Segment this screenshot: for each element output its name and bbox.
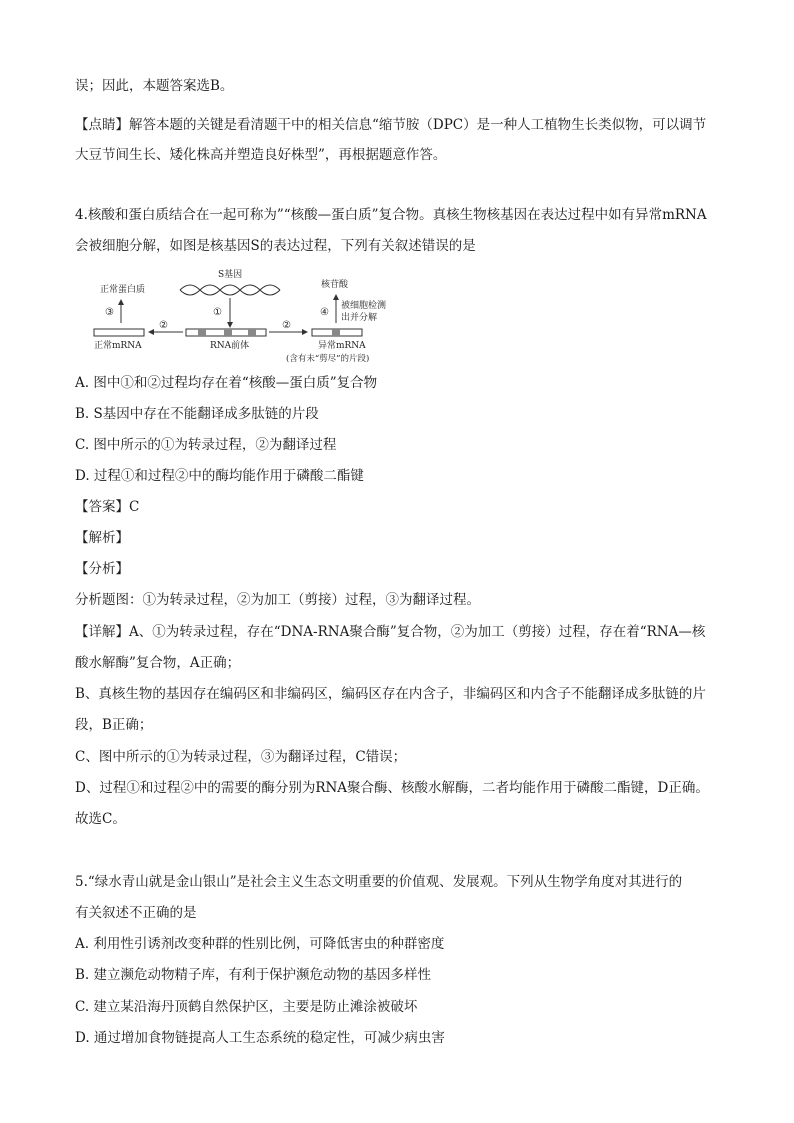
answer: 【答案】C bbox=[75, 499, 140, 515]
abnormal-mrna-label: 异常mRNA bbox=[318, 341, 366, 351]
question-5-stem: 有关叙述不正确的是 bbox=[75, 905, 197, 921]
step-1-label: ① bbox=[213, 307, 222, 318]
gene-expression-figure bbox=[88, 268, 418, 368]
detail-text: B、真核生物的基因存在编码区和非编码区，编码区存在内含子，非编码区和内含子不能翻译成多肽链的片 bbox=[75, 686, 706, 702]
abnormal-mrna-bar bbox=[312, 329, 362, 336]
option-b: B. S基因中存在不能翻译成多肽链的片段 bbox=[75, 406, 319, 422]
step-3-label: ③ bbox=[105, 307, 114, 318]
detail-text: 段，B正确； bbox=[75, 717, 153, 733]
detect-label-line1: 被细胞检测 bbox=[341, 301, 387, 311]
nucleotide-label: 核苷酸 bbox=[321, 280, 349, 290]
analysis-text: 分析题图：①为转录过程，②为加工（剪接）过程，③为翻译过程。 bbox=[75, 592, 480, 608]
gene-label: S基因 bbox=[218, 270, 243, 280]
option-b: B. 建立濒危动物精子库，有利于保护濒危动物的基因多样性 bbox=[75, 967, 432, 983]
text-line: 大豆节间生长、矮化株高并塑造良好株型”，再根据题意作答。 bbox=[75, 147, 447, 163]
dna-helix bbox=[180, 285, 280, 295]
conclusion: 故选C。 bbox=[75, 811, 126, 827]
detect-label-line2: 出并分解 bbox=[341, 313, 378, 323]
step-2-right-label: ② bbox=[282, 320, 291, 331]
option-a: A. 利用性引诱剂改变种群的性别比例，可降低害虫的种群密度 bbox=[75, 936, 445, 952]
detail-text: 酸水解酶”复合物，A正确； bbox=[75, 655, 241, 671]
rna-precursor-bar bbox=[186, 329, 266, 336]
option-d: D. 过程①和过程②中的酶均能作用于磷酸二酯键 bbox=[75, 468, 364, 484]
question-5-stem: 5.“绿水青山就是金山银山”是社会主义生态文明重要的价值观、发展观。下列从生物学角度对其进行的 bbox=[75, 874, 683, 890]
question-4-stem: 会被细胞分解，如图是核基因S的表达过程，下列有关叙述错误的是 bbox=[75, 238, 476, 254]
analysis-subheading: 【分析】 bbox=[75, 561, 129, 577]
option-c: C. 建立某沿海丹顶鹤自然保护区，主要是防止滩涂被破坏 bbox=[75, 999, 418, 1015]
analysis-heading: 【解析】 bbox=[75, 530, 129, 546]
step-4-label: ④ bbox=[320, 307, 329, 318]
text-line: 【点睛】解答本题的关键是看清题干中的相关信息“缩节胺（DPC）是一种人工植物生长类似物，可以调节 bbox=[75, 117, 707, 133]
detail-text: C、图中所示的①为转录过程，③为翻译过程，C错误； bbox=[75, 749, 407, 765]
text-line: 误；因此，本题答案选B。 bbox=[75, 78, 234, 94]
option-d: D. 通过增加食物链提高人工生态系统的稳定性，可减少病虫害 bbox=[75, 1030, 445, 1046]
normal-mrna-bar bbox=[94, 329, 144, 336]
normal-mrna-label: 正常mRNA bbox=[94, 341, 142, 351]
detail-text: D、过程①和过程②中的需要的酶分别为RNA聚合酶、核酸水解酶，二者均能作用于磷酸二酯键，D正确。 bbox=[75, 780, 709, 796]
question-4-stem: 4.核酸和蛋白质结合在一起可称为”“核酸—蛋白质”复合物。真核生物核基因在表达过程中如有异常mRNA bbox=[75, 207, 707, 223]
detail-text: 【详解】A、①为转录过程，存在“DNA-RNA聚合酶”复合物，②为加工（剪接）过程，存在着“RNA—核 bbox=[75, 624, 706, 640]
abnormal-mrna-note: (含有未“剪尽”的片段) bbox=[286, 354, 370, 364]
step-2-left-label: ② bbox=[159, 320, 168, 331]
normal-protein-label: 正常蛋白质 bbox=[100, 285, 146, 295]
option-a: A. 图中①和②过程均存在着“核酸—蛋白质”复合物 bbox=[75, 375, 378, 391]
rna-precursor-label: RNA前体 bbox=[210, 341, 250, 351]
option-c: C. 图中所示的①为转录过程，②为翻译过程 bbox=[75, 437, 337, 453]
